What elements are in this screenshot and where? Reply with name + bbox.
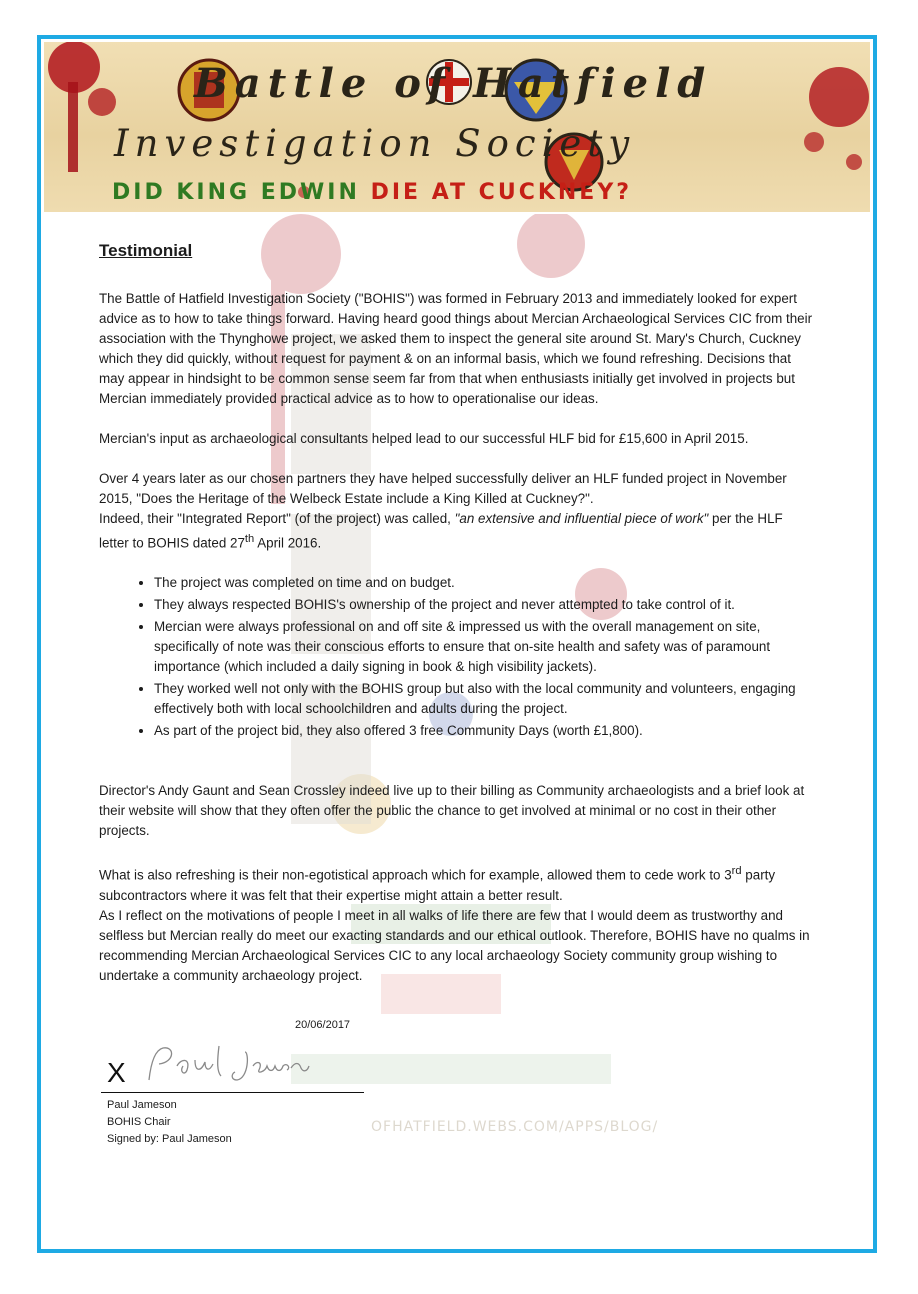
signer-details (107, 1097, 232, 1148)
ordinal-suffix: rd (731, 865, 742, 878)
paragraph-directors: Director's Andy Gaunt and Sean Crossley indeed live up to their billing as Community archaeologists and a brief look at their website will show that they often offer the public the chance to get involved at minimal or no cost in their other projects. (99, 783, 805, 839)
project-delivery-text: Over 4 years later as our chosen partners they have helped successfully deliver an HLF funded project in November 2015, "Does the Heritage of the Welbeck Estate include a King Killed at Cuckney?". (99, 471, 787, 506)
paragraph-formation: The Battle of Hatfield Investigation Society ("BOHIS") was formed in February 2013 and immediately looked for expert advice as to how to take things forward. Having heard good things about Mercian Archaeological Services CIC from their association with the Thynghowe project, we asked them to inspect the general site around St. Mary's Church, Cuckney which they did quickly, without request for payment & on an informal basis, which we found refreshing. Decisions that may appear in hindsight to be common sense seem far from that when enthusiasts initially get involved in projects but Mercian immediately provided practical advice as to how to operationalise our ideas. (99, 291, 813, 406)
banner-subtitle: Investigation Society (114, 122, 636, 165)
report-quote: "an extensive and influential piece of work" (454, 511, 709, 526)
signature-line (101, 1092, 364, 1093)
document-heading: Testimonial (99, 241, 193, 260)
subcontractors-text-pre: What is also refreshing is their non-egotistical approach which for example, allowed them to cede work to 3 (99, 867, 732, 883)
paragraph-subcontractors (99, 861, 814, 905)
report-text-post: April 2016. (254, 535, 322, 551)
tagline-green: DID KING EDWIN (112, 180, 360, 205)
paragraph-project-delivery (99, 469, 814, 553)
subcontractors-text-post: party subcontractors where it was felt that their expertise might attain a better result. (99, 867, 776, 903)
signer-role: BOHIS Chair (107, 1116, 171, 1128)
list-item: • They worked well not only with the BOHIS group but also with the local community and volunteers, engaging effectively both with local schoolchildren and adults during the project. (154, 679, 814, 719)
achievements-list (99, 573, 814, 741)
report-text-mid: per the HLF letter to BOHIS dated 27 (99, 511, 783, 551)
page-frame (37, 35, 877, 1253)
paragraph-hlf-bid: Mercian's input as archaeological consultants helped lead to our successful HLF bid for £15,600 in April 2015. (99, 431, 749, 446)
header-banner (44, 42, 870, 212)
watermark-url: OFHATFIELD.WEBS.COM/APPS/BLOG/ (371, 1119, 659, 1135)
list-item: • Mercian were always professional on and off site & impressed us with the overall management on site, specifically of note was their conscious efforts to ensure that on-site health and safety was of paramount importance (which included a daily signing in book & high visibility jackets). (154, 617, 814, 677)
signer-name: Paul Jameson (107, 1099, 177, 1111)
signature-x-mark: X (107, 1057, 126, 1088)
document-body (99, 241, 814, 1006)
banner-title: Battle of Hatfield (194, 60, 713, 107)
tagline-red: DIE AT CUCKNEY? (370, 180, 633, 205)
report-text-pre: Indeed, their "Integrated Report" (of the project) was called, (99, 511, 455, 526)
banner-tagline (112, 180, 632, 205)
report-date-suffix: th (244, 533, 255, 545)
list-item: • They always respected BOHIS's ownership of the project and never attempted to take control of it. (154, 595, 814, 615)
list-item: • As part of the project bid, they also offered 3 free Community Days (worth £1,800). (154, 721, 814, 741)
paragraph-recommendation: As I reflect on the motivations of people I meet in all walks of life there are few that I would deem as trustworthy and selfless but Mercian really do meet our exacting standards and our ethical outlook. Therefore, BOHIS have no qualms in recommending Mercian Archaeological Services CIC to any local archaeology Society community group wishing to undertake a community archaeology project. (99, 907, 810, 983)
handwritten-signature (141, 1042, 311, 1087)
list-item: • The project was completed on time and on budget. (154, 573, 814, 593)
signed-by: Signed by: Paul Jameson (107, 1133, 232, 1145)
signature-date: 20/06/2017 (295, 1019, 351, 1031)
